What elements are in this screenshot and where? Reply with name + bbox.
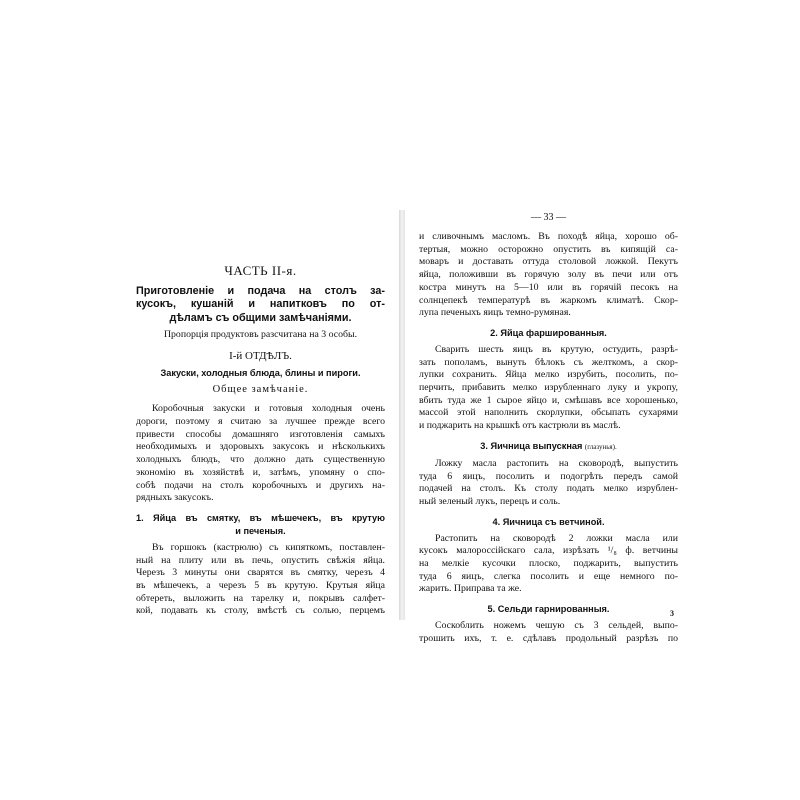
- text-line: лупа печеныхъ яицъ темно-румяная.: [419, 307, 571, 319]
- text-line: трошить ихъ, т. е. сдѣлавъ продольный разрѣзъ по: [419, 632, 678, 644]
- text-line: кой, подавать къ столу, вмѣстѣ съ солью, перцемъ: [136, 605, 385, 617]
- text-line: моваръ и доставать оттуда столовой ложкой. Пекутъ: [419, 256, 678, 268]
- text-line: Ложку масла растопить на сковородѣ, выпустить: [435, 457, 678, 469]
- recipe-3-text: [419, 458, 678, 509]
- right-page: [405, 208, 694, 644]
- proportion-note: Пропорція продуктовъ разсчитана на 3 особы.: [163, 328, 358, 340]
- text-line: и поджарить на крышкѣ отъ кастрюли въ маслѣ.: [419, 420, 621, 432]
- recipe-1-title: [136, 512, 385, 538]
- text-line: вбить туда же 1 сырое яйцо и, смѣшавъ все хорошенько,: [419, 394, 678, 406]
- text-line: холодныхъ блюдъ, что должно дать существенную: [136, 454, 385, 466]
- text-line: ный зеленый лукъ, перецъ и соль.: [419, 495, 561, 507]
- text-line: тертыя, можно осторожно опустить въ кипящій са-: [419, 243, 678, 255]
- section-title: I-й ОТДѢЛЪ.: [229, 349, 292, 362]
- section-subtitle: Закуски, холодныя блюда, блины и пироги.: [160, 367, 361, 378]
- main-heading: [136, 285, 385, 325]
- text-line: яйца, положивши въ горячую золу въ печи или отъ: [419, 269, 678, 281]
- recipe-4-title: 4. Яичница съ ветчиной.: [492, 516, 605, 527]
- recipe-2-text: [419, 344, 678, 433]
- left-page: [103, 223, 399, 620]
- recipe-2-title: 2. Яйца фаршированныя.: [490, 327, 607, 338]
- text-line: туда 6 яицъ, посолить и подогрѣть передъ самой: [419, 470, 678, 482]
- text-line: въ мѣшечекъ, а черезъ 5 въ крутую. Крутыя яйца: [136, 580, 385, 592]
- recipe-5-title: 5. Сельди гарнированныя.: [487, 604, 610, 615]
- text-line: Соскоблить ножемъ чешую съ 3 сельдей, выпо-: [435, 620, 678, 632]
- recipe-3-title-note: (глазунья).: [584, 442, 617, 451]
- recipe-3-title-text: 3. Яичница выпускная: [480, 440, 583, 451]
- text-line: собѣ подачи на столъ коробочныхъ и другихъ на-: [136, 479, 385, 491]
- continuation-paragraph: [419, 231, 678, 320]
- text-line: и сливочнымъ масломъ. Въ походѣ яйца, хорошо об-: [419, 231, 678, 242]
- main-heading-line: дѣламъ съ общими замѣчаніями.: [169, 311, 352, 324]
- intro-paragraph: [136, 403, 385, 505]
- text-line: туда 6 яицъ, слегка посолить и еще немного по-: [419, 570, 678, 582]
- recipe-4-text: [419, 533, 678, 597]
- text-line: обтереть, выложить на тарелку и, покрывъ салфет-: [136, 592, 385, 604]
- text-line: кусокъ малороссійскаго сала, изрѣзать ¹/₈ ф. ветчины: [419, 545, 678, 557]
- text-line: рядныхъ закусокъ.: [136, 492, 214, 504]
- text-line: ный на плиту или въ печь, опустить свѣжія яйца.: [136, 554, 385, 566]
- signature-mark: 3: [670, 609, 674, 618]
- text-line: жарить. Приправа та же.: [419, 583, 522, 595]
- page-number: — 33 —: [531, 212, 566, 223]
- text-line: перчить, прибавить мелко изрубленнаго луку и укропу,: [419, 382, 678, 394]
- text-line: зать пополамъ, вынуть бѣлокъ съ желткомъ, а скор-: [419, 356, 678, 368]
- text-line: Черезъ 3 минуты они сварятся въ смятку, черезъ 4: [136, 567, 385, 579]
- recipe-1-text: [136, 542, 385, 618]
- recipe-5-text: [419, 620, 678, 645]
- text-line: привести способы домашняго изготовленія самыхъ: [136, 428, 385, 440]
- recipe-3-title: [419, 440, 678, 454]
- part-title: ЧАСТЬ II-я.: [224, 263, 297, 278]
- text-line: лупки сохранить. Яйца мелко изрубить, посолить, по-: [419, 369, 678, 381]
- text-line: экономію въ хозяйствѣ и, затѣмъ, упомяну о спо-: [136, 466, 385, 478]
- main-heading-line: Приготовленіе и подача на столъ за-: [136, 285, 385, 297]
- text-line: костра минутъ на 5—10 или въ горячій песокъ на: [419, 281, 678, 293]
- text-line: Растопить на сковородѣ 2 ложки масла или: [435, 532, 678, 544]
- recipe-title-line: и печеныя.: [235, 525, 286, 536]
- text-line: подачей на столъ. Къ столу подать мелко изрублен-: [419, 483, 678, 495]
- recipe-title-line: 1. Яйца въ смятку, въ мѣшечекъ, въ крутую: [136, 512, 385, 523]
- text-line: Въ горшокъ (кастрюлю) съ кипяткомъ, поставлен-: [152, 541, 385, 553]
- text-line: дороги, поэтому я считаю за лучшее прежде всего: [136, 416, 385, 427]
- general-remarks-title: Общее замѣчаніе.: [212, 383, 309, 395]
- text-line: солнцепекѣ температурѣ въ жаркомъ климатѣ. Скор-: [419, 294, 678, 306]
- main-heading-line: кусокъ, кушаній и напитковъ по от-: [136, 298, 385, 311]
- text-line: массой этой наполнить скорлупки, обсыпать сухарями: [419, 407, 678, 419]
- text-line: Сварить шесть яицъ въ крутую, остудить, разрѣ-: [435, 343, 678, 355]
- text-line: на мелкіе кусочки плоско, поджарить, выпустить: [419, 558, 678, 570]
- text-line: необходимыхъ и здоровыхъ закусокъ и нѣсколькихъ: [136, 441, 385, 453]
- text-line: Коробочныя закуски и готовыя холодныя очень: [152, 403, 385, 415]
